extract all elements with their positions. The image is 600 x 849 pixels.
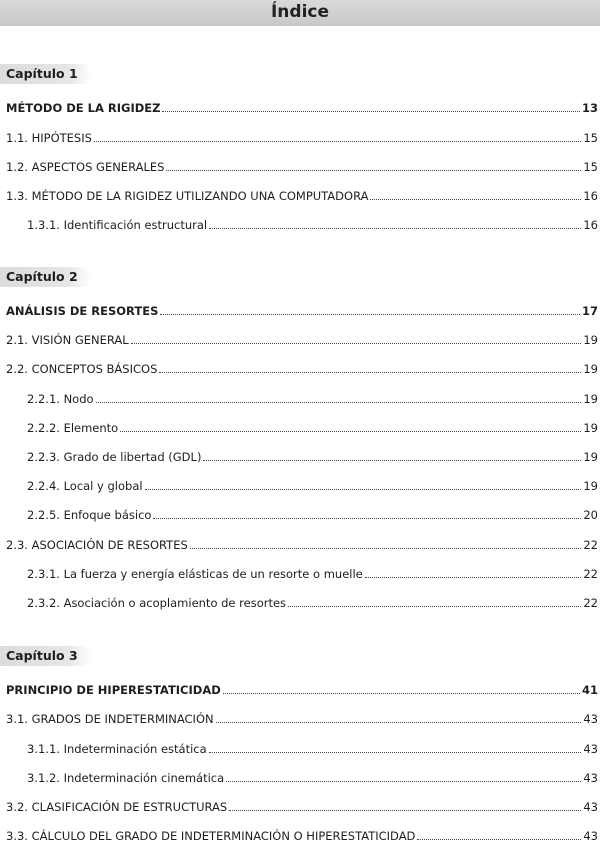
toc-entry[interactable] xyxy=(6,362,598,378)
toc-entry-title: PRINCIPIO DE HIPERESTATICIDAD xyxy=(6,683,221,697)
toc-entry-title: 2.2.4. Local y global xyxy=(27,479,143,493)
toc-entry-page: 43 xyxy=(583,829,598,843)
toc-entry[interactable] xyxy=(6,189,598,205)
toc-entry-title: 3.2. CLASIFICACIÓN DE ESTRUCTURAS xyxy=(6,800,228,814)
toc-entry-page: 43 xyxy=(583,800,598,814)
toc-entry[interactable] xyxy=(27,742,598,758)
dot-leader xyxy=(370,190,581,200)
toc-entry-title: 2.2.1. Nodo xyxy=(27,392,94,406)
toc-entry[interactable] xyxy=(27,392,598,408)
toc-entry-title: 3.1.1. Indeterminación estática xyxy=(27,742,207,756)
dot-leader xyxy=(153,509,581,519)
toc-entry[interactable] xyxy=(27,771,598,787)
toc-entry-page: 19 xyxy=(583,421,598,435)
toc-entry-page: 19 xyxy=(583,479,598,493)
toc-entry-title: 1.2. ASPECTOS GENERALES xyxy=(6,160,165,174)
chapter-label: Capítulo 1 xyxy=(6,66,78,81)
dot-leader xyxy=(190,539,582,549)
toc-entry-page: 17 xyxy=(581,304,598,318)
toc-entry-title: 2.2. CONCEPTOS BÁSICOS xyxy=(6,362,158,376)
toc-entry-title: ANÁLISIS DE RESORTES xyxy=(6,304,159,318)
dot-leader xyxy=(203,451,581,461)
toc-entry-title: 2.2.5. Enfoque básico xyxy=(27,508,152,522)
chapter-2-header xyxy=(0,267,92,287)
dot-leader xyxy=(166,161,581,171)
dot-leader xyxy=(131,334,582,344)
dot-leader xyxy=(160,305,580,315)
dot-leader xyxy=(288,597,581,607)
toc-entry[interactable] xyxy=(27,450,598,466)
toc-entry[interactable] xyxy=(27,479,598,495)
toc-entry-page: 15 xyxy=(583,131,598,145)
dot-leader xyxy=(96,393,582,403)
chapter-label: Capítulo 3 xyxy=(6,648,78,663)
toc-entry-page: 16 xyxy=(583,218,598,232)
toc-entry[interactable] xyxy=(6,712,598,728)
dot-leader xyxy=(120,422,581,432)
toc-entry-title: 3.1.2. Indeterminación cinemática xyxy=(27,771,225,785)
toc-entry-title: 2.2.2. Elemento xyxy=(27,421,119,435)
dot-leader xyxy=(209,219,581,229)
toc-entry-title: 2.3.2. Asociación o acoplamiento de resortes xyxy=(27,596,287,610)
toc-entry-title: 3.3. CÁLCULO DEL GRADO DE INDETERMINACIÓN O HIPERESTATICIDAD xyxy=(6,829,416,843)
toc-entry[interactable] xyxy=(27,218,598,234)
toc-entry[interactable] xyxy=(6,131,598,147)
toc-entry-title: 2.3.1. La fuerza y energía elásticas de un resorte o muelle xyxy=(27,567,363,581)
toc-entry-page: 43 xyxy=(583,771,598,785)
toc-entry[interactable] xyxy=(6,800,598,816)
page-title: Índice xyxy=(270,2,330,22)
toc-entry[interactable] xyxy=(27,508,598,524)
dot-leader xyxy=(229,801,581,811)
toc-entry-page: 43 xyxy=(583,712,598,726)
dot-leader xyxy=(226,772,581,782)
toc-entry-page: 20 xyxy=(583,508,598,522)
toc-entry-title: 2.1. VISIÓN GENERAL xyxy=(6,333,129,347)
toc-entry-title: 1.3.1. Identificación estructural xyxy=(27,218,208,232)
toc-entry[interactable] xyxy=(6,829,598,845)
toc-entry-page: 22 xyxy=(583,538,598,552)
toc-entry-page: 19 xyxy=(583,362,598,376)
toc-entry-page: 43 xyxy=(583,742,598,756)
toc-entry-title: 1.3. MÉTODO DE LA RIGIDEZ UTILIZANDO UNA COMPUTADORA xyxy=(6,189,369,203)
toc-entry[interactable] xyxy=(27,567,598,583)
toc-entry-title: 2.3. ASOCIACIÓN DE RESORTES xyxy=(6,538,188,552)
toc-entry[interactable] xyxy=(27,596,598,612)
toc-entry-page: 13 xyxy=(581,101,598,115)
dot-leader xyxy=(209,743,582,753)
chapter-3-header xyxy=(0,646,92,666)
dot-leader xyxy=(223,684,580,694)
chapter-1-header xyxy=(0,64,92,84)
chapter-label: Capítulo 2 xyxy=(6,269,78,284)
toc-entry-page: 19 xyxy=(583,450,598,464)
toc-entry-page: 16 xyxy=(583,189,598,203)
toc-entry[interactable] xyxy=(6,538,598,554)
dot-leader xyxy=(365,568,582,578)
toc-entry-title: 2.2.3. Grado de libertad (GDL) xyxy=(27,450,202,464)
index-title-bar xyxy=(0,0,600,26)
dot-leader xyxy=(94,132,581,142)
toc-entry[interactable] xyxy=(6,101,598,117)
toc-entry-page: 22 xyxy=(583,567,598,581)
dot-leader xyxy=(417,830,581,840)
toc-entry[interactable] xyxy=(6,683,598,699)
toc-entry[interactable] xyxy=(6,160,598,176)
dot-leader xyxy=(162,102,580,112)
toc-entry-page: 15 xyxy=(583,160,598,174)
toc-entry[interactable] xyxy=(27,421,598,437)
toc-entry-title: MÉTODO DE LA RIGIDEZ xyxy=(6,101,161,115)
toc-entry-page: 19 xyxy=(583,392,598,406)
toc-entry-page: 19 xyxy=(583,333,598,347)
toc-entry-title: 1.1. HIPÓTESIS xyxy=(6,131,92,145)
toc-entry-page: 41 xyxy=(581,683,598,697)
toc-entry[interactable] xyxy=(6,304,598,320)
toc-entry[interactable] xyxy=(6,333,598,349)
toc-entry-title: 3.1. GRADOS DE INDETERMINACIÓN xyxy=(6,712,214,726)
dot-leader xyxy=(145,480,582,490)
dot-leader xyxy=(159,363,581,373)
toc-entry-page: 22 xyxy=(583,596,598,610)
dot-leader xyxy=(216,713,582,723)
